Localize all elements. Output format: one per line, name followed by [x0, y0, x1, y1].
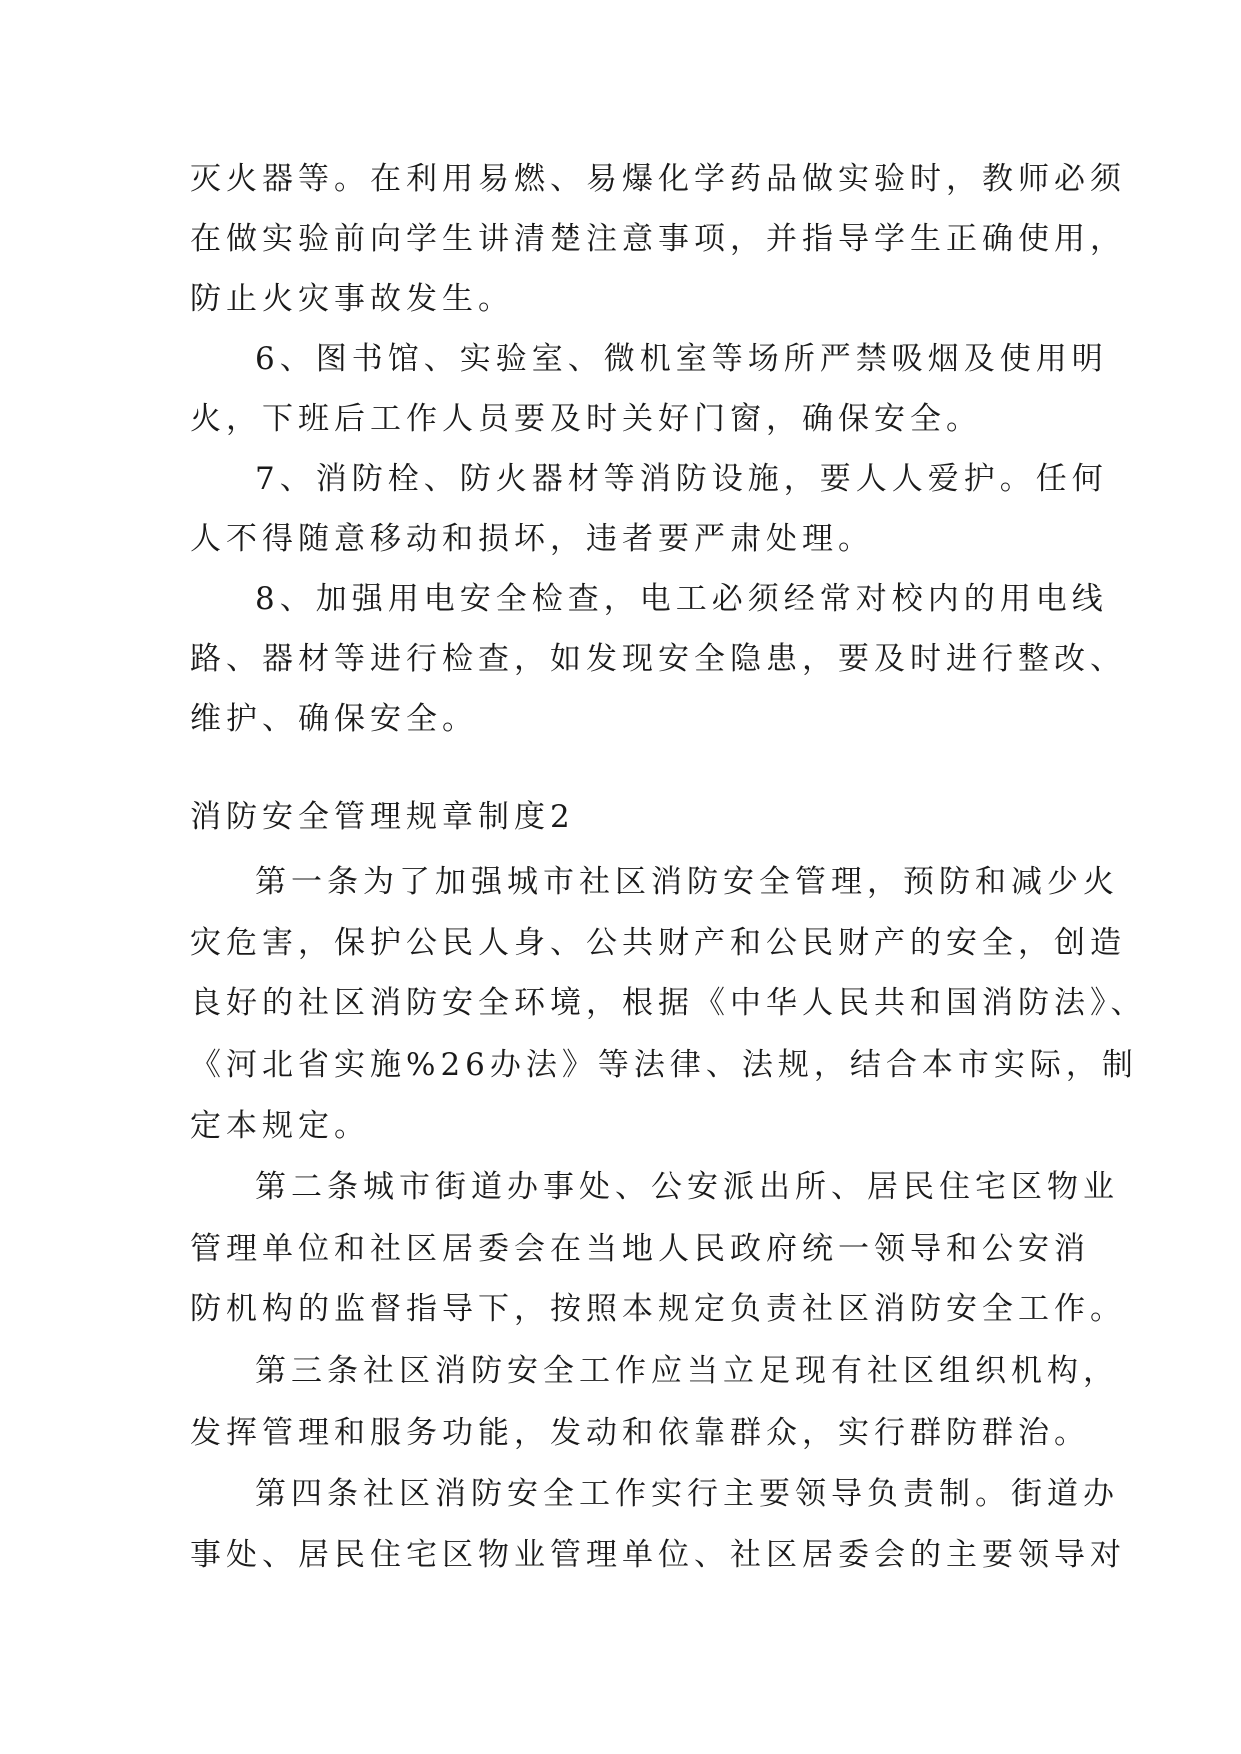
- text-line: 管理单位和社区居委会在当地人民政府统一领导和公安消: [190, 1231, 1090, 1267]
- text-line: 发挥管理和服务功能，发动和依靠群众，实行群防群治。: [190, 1415, 1090, 1451]
- section-heading: 消防安全管理规章制度2: [190, 799, 575, 835]
- text-line: 《河北省实施%26办法》等法律、法规，结合本市实际，制: [190, 1047, 1138, 1083]
- text-line: 灭火器等。在利用易燃、易爆化学药品做实验时，教师必须: [190, 161, 1126, 197]
- text-line: 维护、确保安全。: [190, 701, 478, 737]
- text-line: 在做实验前向学生讲清楚注意事项，并指导学生正确使用，: [190, 221, 1126, 257]
- text-line: 灾危害，保护公民人身、公共财产和公民财产的安全，创造: [190, 925, 1126, 961]
- text-line: 7、消防栓、防火器材等消防设施，要人人爱护。任何: [255, 461, 1108, 497]
- text-line: 防止火灾事故发生。: [190, 281, 514, 317]
- text-line: 第三条社区消防安全工作应当立足现有社区组织机构，: [255, 1353, 1119, 1389]
- text-line: 6、图书馆、实验室、微机室等场所严禁吸烟及使用明: [255, 341, 1108, 377]
- text-line: 第四条社区消防安全工作实行主要领导负责制。街道办: [255, 1476, 1119, 1512]
- text-line: 路、器材等进行检查，如发现安全隐患，要及时进行整改、: [190, 641, 1126, 677]
- text-line: 人不得随意移动和损坏，违者要严肃处理。: [190, 521, 874, 557]
- text-line: 火，下班后工作人员要及时关好门窗，确保安全。: [190, 401, 982, 437]
- text-line: 8、加强用电安全检查，电工必须经常对校内的用电线: [255, 581, 1108, 617]
- text-line: 良好的社区消防安全环境，根据《中华人民共和国消防法》、: [190, 985, 1147, 1021]
- text-line: 定本规定。: [190, 1108, 370, 1144]
- text-line: 第一条为了加强城市社区消防安全管理，预防和减少火: [255, 864, 1119, 900]
- text-line: 第二条城市街道办事处、公安派出所、居民住宅区物业: [255, 1169, 1119, 1205]
- text-line: 事处、居民住宅区物业管理单位、社区居委会的主要领导对: [190, 1537, 1126, 1573]
- text-line: 防机构的监督指导下，按照本规定负责社区消防安全工作。: [190, 1291, 1126, 1327]
